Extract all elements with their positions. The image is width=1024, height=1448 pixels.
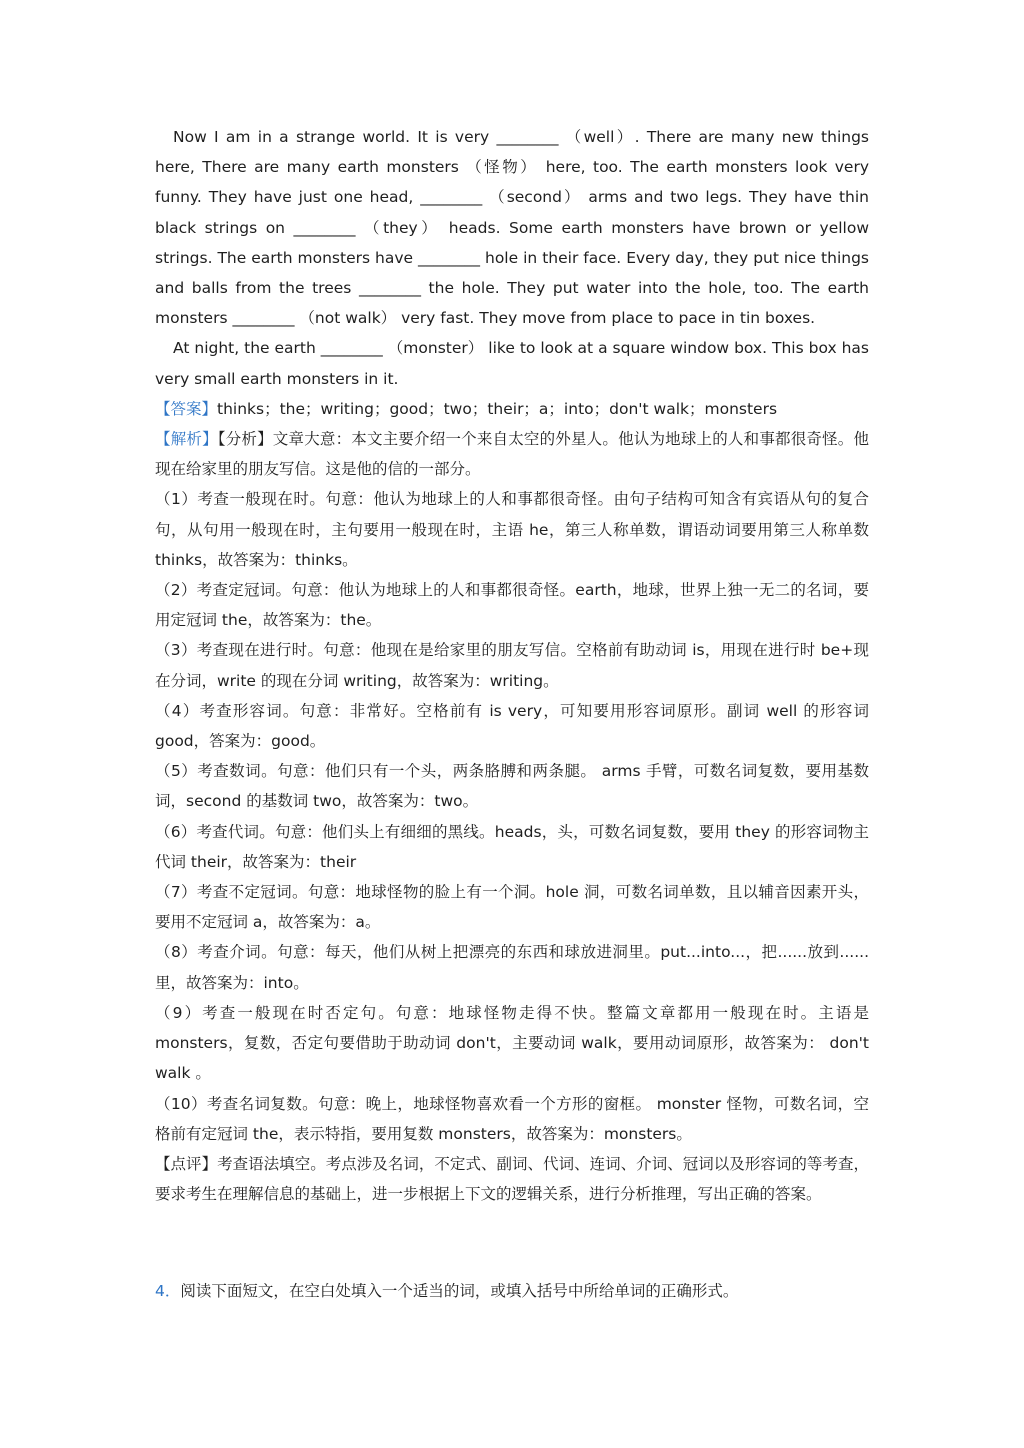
analysis-item-10: （10）考查名词复数。句意：晚上，地球怪物喜欢看一个方形的窗框。 monster 怪物，可数名词，空格前有定冠词 the，表示特指，要用复数 monsters，故答案为：monsters。 <box>155 1094 869 1143</box>
analysis-intro <box>155 424 869 484</box>
passage-paragraph-1: Now I am in a strange world. It is very ________ （well）. There are many new things here, There are many earth monsters （怪物） here, too. The earth monsters look very funny. They have just one head, ________ （second） arms and two legs. They have thin black strings on ________ （they） heads. Some earth monsters have brown or yellow strings. The earth monsters have ________ hole in their face. Every day, they put nice things and balls from the trees ________ the hole. They put water into the hole, too. The earth monsters ________ （not walk） very fast. They move from place to pace in tin boxes. <box>155 128 869 328</box>
next-question <box>155 1276 869 1306</box>
comment-paragraph: 【点评】考查语法填空。考点涉及名词，不定式、副词、代词、连词、介词、冠词以及形容词的等考查，要求考生在理解信息的基础上，进一步根据上下文的逻辑关系，进行分析推理，写出正确的答案。 <box>155 1154 869 1204</box>
question-number: 4． <box>155 1282 181 1300</box>
analysis-item-9: （9）考查一般现在时否定句。句意：地球怪物走得不快。整篇文章都用一般现在时。主语是 monsters，复数，否定句要借助于助动词 don't，主要动词 walk，要用动词原形，故答案为： don't walk 。 <box>155 1003 869 1083</box>
passage-paragraph-2: At night, the earth ________ （monster） like to look at a square window box. This box has very small earth monsters in it. <box>155 339 869 388</box>
answer-content <box>155 122 869 1209</box>
analysis-item-4: （4）考查形容词。句意：非常好。空格前有 is very，可知要用形容词原形。副词 well 的形容词 good，答案为：good。 <box>155 701 869 751</box>
analysis-tag: 【解析】 <box>155 430 218 449</box>
analysis-item-7: （7）考查不定冠词。句意：地球怪物的脸上有一个洞。hole 洞，可数名词单数，且以辅音因素开头，要用不定冠词 a，故答案为：a。 <box>155 883 869 932</box>
analysis-item-1: （1）考查一般现在时。句意：他认为地球上的人和事都很奇怪。由句子结构可知含有宾语从句的复合句，从句用一般现在时，主句要用一般现在时，主语 he，第三人称单数，谓语动词要用第三人称单数 thinks，故答案为：thinks。 <box>155 490 869 569</box>
analysis-item-5: （5）考查数词。句意：他们只有一个头，两条胳膊和两条腿。 arms 手臂，可数名词复数，要用基数词，second 的基数词 two，故答案为：two。 <box>155 762 869 811</box>
question-instruction: 阅读下面短文，在空白处填入一个适当的词，或填入括号中所给单词的正确形式。 <box>180 1282 739 1300</box>
answer-tag: 【答案】 <box>155 399 218 418</box>
analysis-item-3: （3）考查现在进行时。句意：他现在是给家里的朋友写信。空格前有助动词 is，用现在进行时 be+现在分词，write 的现在分词 writing，故答案为：writing。 <box>155 641 869 690</box>
analysis-item-6: （6）考查代词。句意：他们头上有细细的黑线。heads，头，可数名词复数，要用 they 的形容词物主代词 their，故答案为：their <box>155 822 869 871</box>
analysis-item-2: （2）考查定冠词。句意：他认为地球上的人和事都很奇怪。earth，地球，世界上独一无二的名词，要用定冠词 the，故答案为：the。 <box>155 581 869 630</box>
analysis-intro-text: 【分析】文章大意：本文主要介绍一个来自太空的外星人。他认为地球上的人和事都很奇怪。他现在给家里的朋友写信。这是他的信的一部分。 <box>155 430 869 479</box>
answer-line <box>155 394 869 424</box>
analysis-item-8: （8）考查介词。句意：每天，他们从树上把漂亮的东西和球放进洞里。put...into...，把......放到......里，故答案为：into。 <box>155 943 869 992</box>
answer-text: thinks；the；writing；good；two；their；a；into；don't walk；monsters <box>217 399 778 418</box>
